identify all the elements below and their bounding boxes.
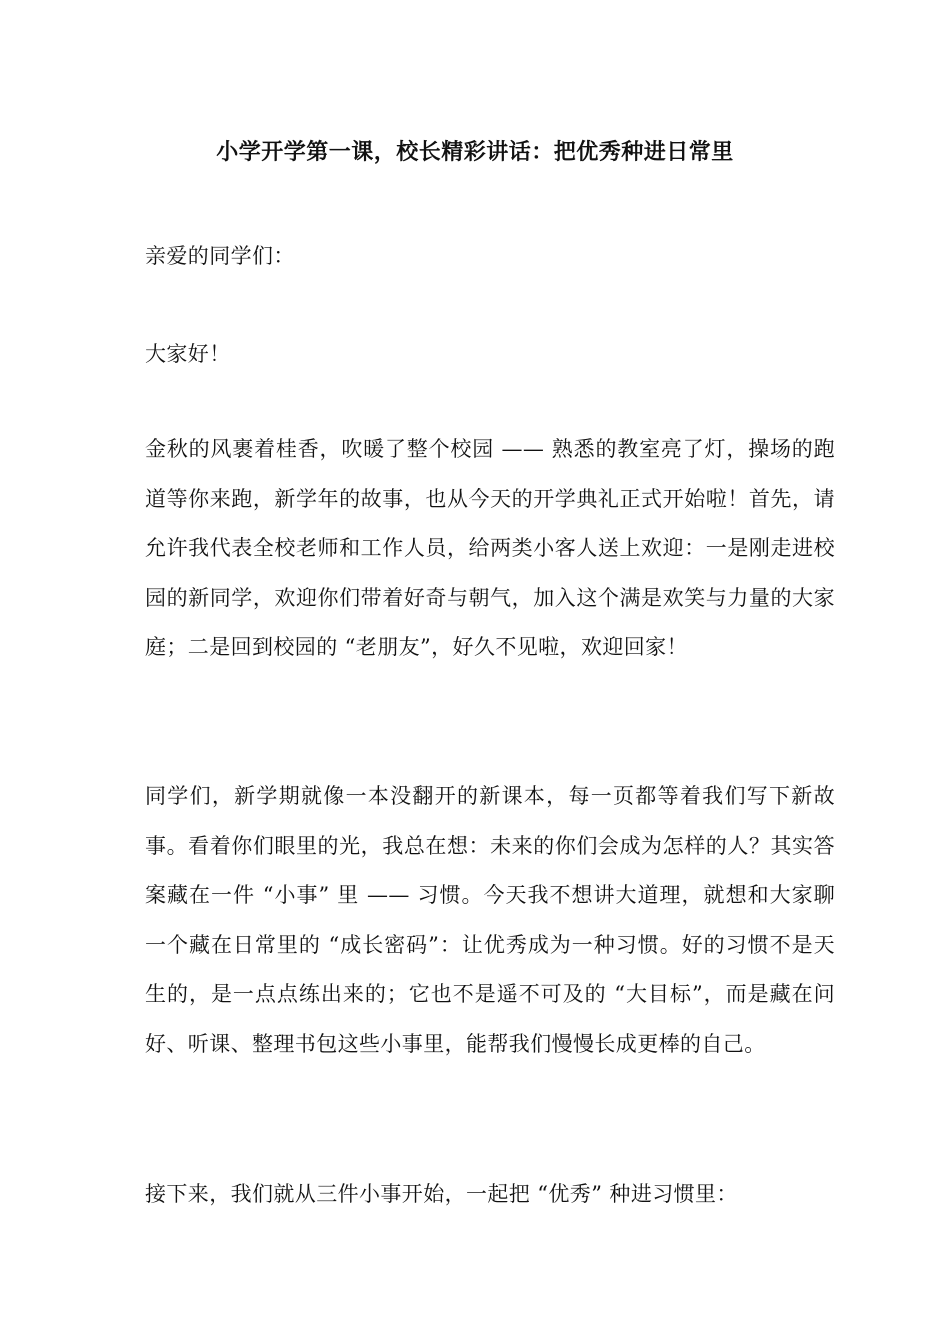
paragraph-welcome: 金秋的风裹着桂香，吹暖了整个校园 —— 熟悉的教室亮了灯，操场的跑道等你来跑，新学年的故事，也从今天的开学典礼正式开始啦！首先，请允许我代表全校老师和工作人员，给两类小客人送上欢迎：一是刚走进校园的新同学，欢迎你们带着好奇与朝气，加入这个满是欢笑与力量的大家庭；二是回到校园的 “老朋友”，好久不见啦，欢迎回家！ — [145, 437, 835, 659]
paragraph-greeting: 亲爱的同学们： — [145, 244, 295, 268]
paragraph-next: 接下来，我们就从三件小事开始，一起把 “优秀” 种进习惯里： — [145, 1182, 738, 1206]
paragraph-habits: 同学们，新学期就像一本没翻开的新课本，每一页都等着我们写下新故事。看着你们眼里的光，我总在想：未来的你们会成为怎样的人？其实答案藏在一件 “小事” 里 —— 习惯。今天我不想讲大道理，就想和大家聊一个藏在日常里的 “成长密码”：让优秀成为一种习惯。好的习惯不是天生的，是一点点练出来的；它也不是遥不可及的 “大目标”，而是藏在问好、听课、整理书包这些小事里，能帮我们慢慢长成更棒的自己。 — [145, 784, 835, 1056]
document-title: 小学开学第一课，校长精彩讲话：把优秀种进日常里 — [216, 139, 734, 165]
paragraph-hello: 大家好！ — [145, 342, 231, 366]
